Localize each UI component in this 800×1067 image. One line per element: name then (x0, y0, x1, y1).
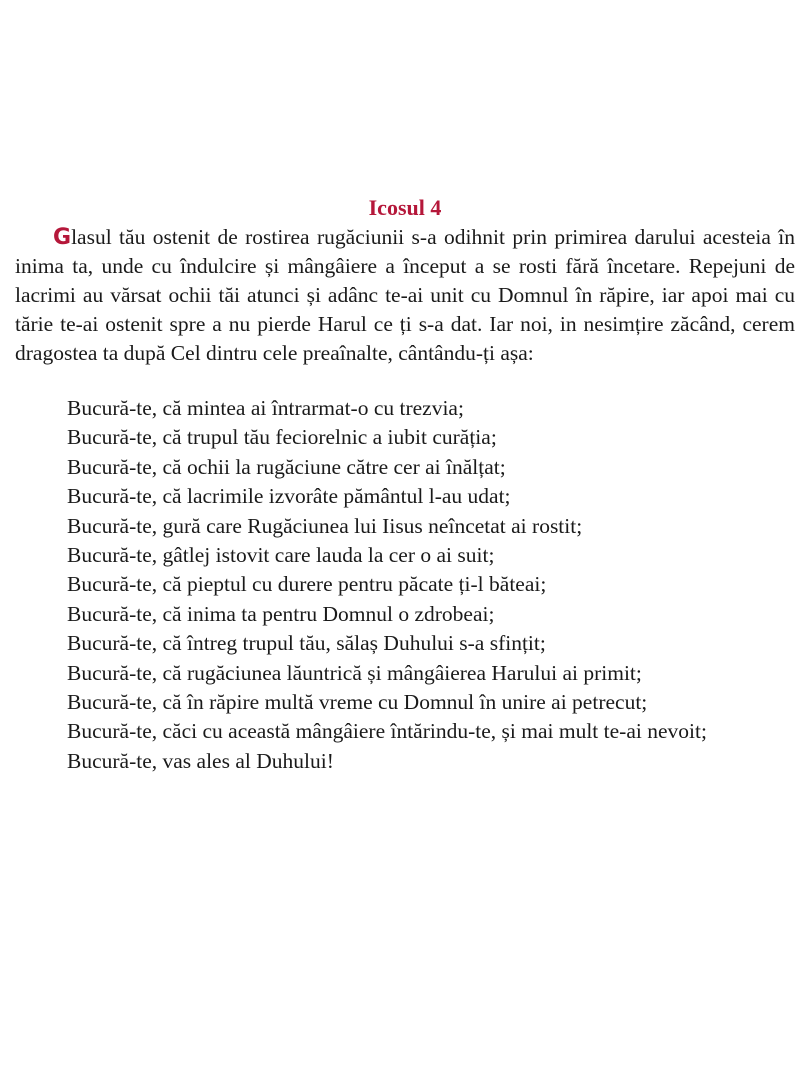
verse-line: Bucură-te, că ochii la rugăciune către cer ai înălțat; (67, 454, 506, 479)
verse-line: Bucură-te, căci cu această mângâiere întărindu-te, și mai mult te-ai nevoit; (67, 719, 707, 744)
verse-line: Bucură-te, că întreg trupul tău, sălaș Duhului s-a sfințit; (67, 631, 546, 656)
verse-line: Bucură-te, gâtlej istovit care lauda la cer o ai suit; (67, 543, 495, 568)
drop-cap-initial: G (53, 225, 72, 250)
verse-line: Bucură-te, că rugăciunea lăuntrică și mângâierea Harului ai primit; (67, 660, 642, 685)
verse-line: Bucură-te, că trupul tău feciorelnic a iubit curăția; (67, 425, 497, 450)
verse-line: Bucură-te, că inima ta pentru Domnul o zdrobeai; (67, 601, 495, 626)
verse-line: Bucură-te, vas ales al Duhului! (67, 748, 334, 773)
paragraph-text: lasul tău ostenit de rostirea rugăciunii s-a odihnit prin primirea darului acesteia în inima ta, unde cu îndulcire și mângâiere a început a se rosti fără încetare. Repejuni de lacrimi au vărsat ochii tăi atunci și adânc te-ai unit cu Domnul în răpire, iar apoi mai cu tărie te-ai ostenit spre a nu pierde Harul ce ți s-a dat. Iar noi, in nesimțire zăcând, cerem dragostea ta după Cel dintru cele preaînalte, cântându-ți așa: (15, 225, 795, 365)
verse-list (67, 394, 795, 776)
body-paragraph (15, 223, 795, 368)
verse-line: Bucură-te, că în răpire multă vreme cu Domnul în unire ai petrecut; (67, 690, 648, 715)
document-page (15, 195, 795, 776)
verse-line: Bucură-te, gură care Rugăciunea lui Iisus neîncetat ai rostit; (67, 513, 583, 538)
section-title: Icosul 4 (368, 195, 442, 220)
verse-line: Bucură-te, că pieptul cu durere pentru păcate ți-l băteai; (67, 572, 547, 597)
verse-line: Bucură-te, că mintea ai întrarmat-o cu trezvia; (67, 396, 464, 420)
verse-line: Bucură-te, că lacrimile izvorâte pământul l-au udat; (67, 484, 511, 509)
